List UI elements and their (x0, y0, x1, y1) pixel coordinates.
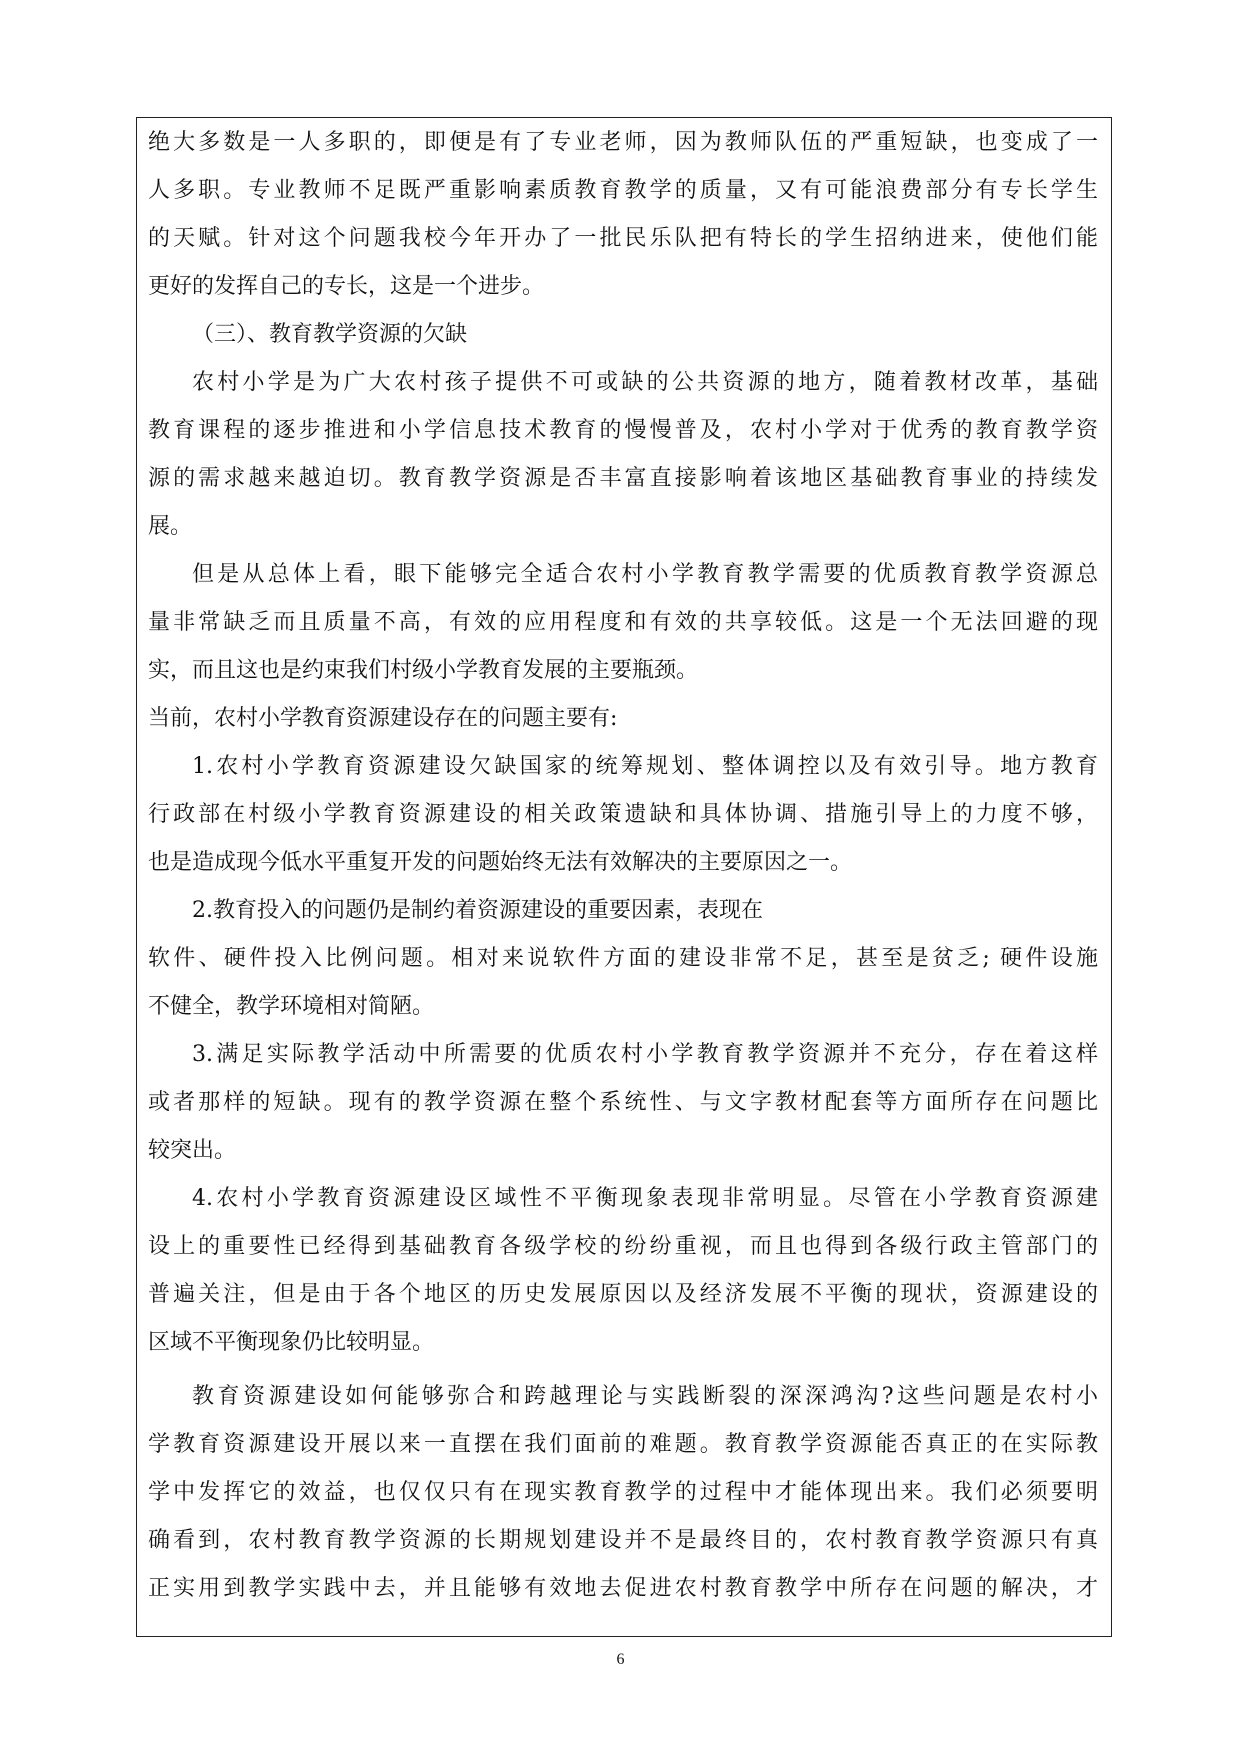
text-line: 量非常缺乏而且质量不高，有效的应用程度和有效的共享较低。这是一个无法回避的现 (148, 610, 1098, 635)
text-line: 确看到，农村教育教学资源的长期规划建设并不是最终目的，农村教育教学资源只有真 (148, 1528, 1098, 1553)
text-line: 软件、硬件投入比例问题。相对来说软件方面的建设非常不足，甚至是贫乏; 硬件设施 (148, 946, 1098, 971)
text-line: 绝大多数是一人多职的，即便是有了专业老师，因为教师队伍的严重短缺，也变成了一 (148, 130, 1098, 155)
text-line: 也是造成现今低水平重复开发的问题始终无法有效解决的主要原因之一。 (148, 850, 853, 875)
paragraph-first-line: 农村小学是为广大农村孩子提供不可或缺的公共资源的地方，随着教材改革，基础 (192, 370, 1098, 395)
section-heading: （三）、教育教学资源的欠缺 (192, 322, 468, 347)
text-line: 正实用到教学实践中去，并且能够有效地去促进农村教育教学中所存在问题的解决，才 (148, 1576, 1098, 1601)
text-line: 学中发挥它的效益，也仅仅只有在现实教育教学的过程中才能体现出来。我们必须要明 (148, 1480, 1098, 1505)
text-line: 教育课程的逐步推进和小学信息技术教育的慢慢普及，农村小学对于优秀的教育教学资 (148, 418, 1098, 443)
text-line: 实，而且这也是约束我们村级小学教育发展的主要瓶颈。 (148, 658, 699, 683)
text-line: 设上的重要性已经得到基础教育各级学校的纷纷重视，而且也得到各级行政主管部门的 (148, 1234, 1098, 1259)
list-item-4: 4.农村小学教育资源建设区域性不平衡现象表现非常明显。尽管在小学教育资源建 (192, 1186, 1098, 1211)
text-line: 普遍关注，但是由于各个地区的历史发展原因以及经济发展不平衡的现状，资源建设的 (148, 1282, 1098, 1307)
text-line: 行政部在村级小学教育资源建设的相关政策遗缺和具体协调、措施引导上的力度不够， (148, 802, 1098, 827)
text-line: 展。 (148, 514, 193, 539)
text-line: 较突出。 (148, 1138, 237, 1163)
list-item-2: 2.教育投入的问题仍是制约着资源建设的重要因素，表现在 (192, 898, 763, 923)
list-item-3: 3.满足实际教学活动中所需要的优质农村小学教育教学资源并不充分，存在着这样 (192, 1042, 1098, 1067)
text-line: 或者那样的短缺。现有的教学资源在整个系统性、与文字教材配套等方面所存在问题比 (148, 1090, 1098, 1115)
page-number: 6 (616, 1651, 625, 1668)
text-line: 学教育资源建设开展以来一直摆在我们面前的难题。教育教学资源能否真正的在实际教 (148, 1432, 1098, 1457)
text-line: 源的需求越来越迫切。教育教学资源是否丰富直接影响着该地区基础教育事业的持续发 (148, 466, 1098, 491)
text-line: 当前，农村小学教育资源建设存在的问题主要有: (148, 706, 618, 731)
text-line: 不健全，教学环境相对简陋。 (148, 994, 435, 1019)
list-item-1: 1.农村小学教育资源建设欠缺国家的统筹规划、整体调控以及有效引导。地方教育 (192, 754, 1098, 779)
paragraph-first-line: 但是从总体上看，眼下能够完全适合农村小学教育教学需要的优质教育教学资源总 (192, 562, 1098, 587)
text-line: 更好的发挥自己的专长，这是一个进步。 (148, 274, 545, 299)
text-line: 人多职。专业教师不足既严重影响素质教育教学的质量，又有可能浪费部分有专长学生 (148, 178, 1098, 203)
text-line: 区域不平衡现象仍比较明显。 (148, 1330, 435, 1355)
paragraph-first-line: 教育资源建设如何能够弥合和跨越理论与实践断裂的深深鸿沟?这些问题是农村小 (192, 1384, 1098, 1409)
text-line: 的天赋。针对这个问题我校今年开办了一批民乐队把有特长的学生招纳进来，使他们能 (148, 226, 1098, 251)
